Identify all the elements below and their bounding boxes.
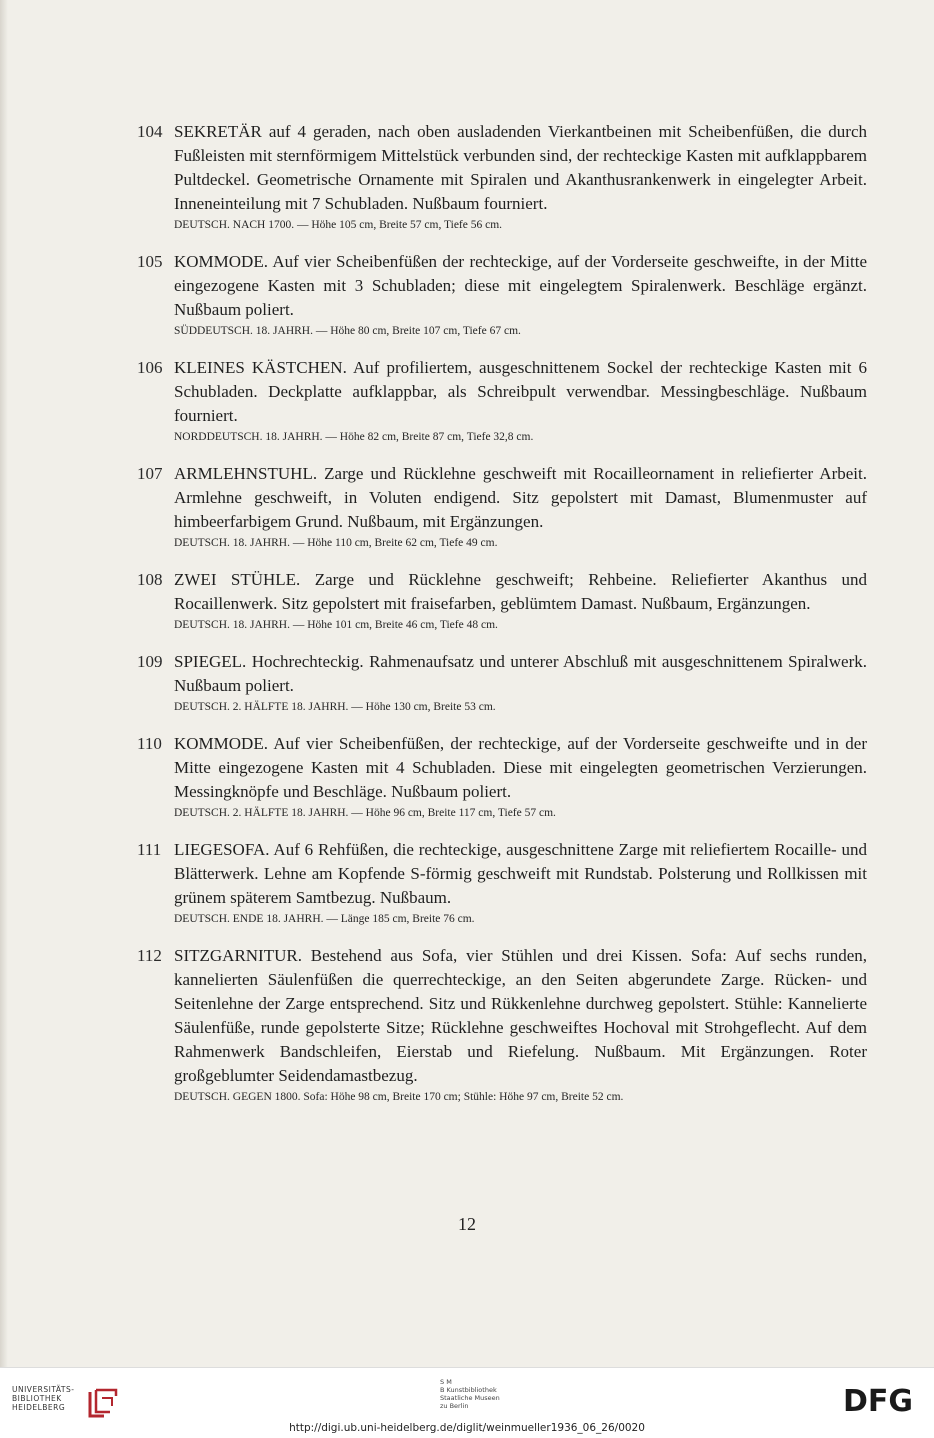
entry-number: 110 [137, 734, 162, 753]
catalog-entry [137, 568, 867, 634]
entry-number: 108 [137, 570, 163, 589]
catalog-entry [137, 650, 867, 716]
entry-description: KOMMODE. Auf vier Scheibenfüßen, der rechteckige, auf der Vorderseite geschweifte und in der Mitte eingezogene Kasten mit 4 Schubladen. Diese mit eingelegten geometrischen Verzierungen. Messingknöpfe und Beschläge. Nußbaum poliert. [174, 734, 867, 801]
entry-provenance: DEUTSCH. GEGEN 1800. Sofa: Höhe 98 cm, Breite 170 cm; Stühle: Höhe 97 cm, Breite 52 cm. [174, 1091, 624, 1103]
source-url-link[interactable]: http://digi.ub.uni-heidelberg.de/diglit/weinmueller1936_06_26/0020 [289, 1422, 645, 1434]
entry-number: 112 [137, 946, 162, 965]
entry-description: ARMLEHNSTUHL. Zarge und Rücklehne geschweift mit Rocailleornament in reliefierter Arbeit. Armlehne geschweift, in Voluten endigend. Sitz gepolstert mit Damast, Blumenmuster auf himbeerfarbigem Grund. Nußbaum, mit Ergänzungen. [174, 464, 867, 531]
entry-number: 104 [137, 122, 163, 141]
digitization-footer [0, 1367, 934, 1438]
entry-provenance: SÜDDEUTSCH. 18. JAHRH. — Höhe 80 cm, Breite 107 cm, Tiefe 67 cm. [174, 325, 521, 337]
entry-number: 111 [137, 840, 162, 859]
svg-text:DFG: DFG [842, 1386, 914, 1416]
entry-number: 109 [137, 652, 163, 671]
catalog-entries [137, 120, 867, 1122]
entry-provenance: DEUTSCH. 18. JAHRH. — Höhe 101 cm, Breite 46 cm, Tiefe 48 cm. [174, 619, 498, 631]
catalog-entry [137, 356, 867, 446]
entry-provenance: NORDDEUTSCH. 18. JAHRH. — Höhe 82 cm, Breite 87 cm, Tiefe 32,8 cm. [174, 431, 534, 443]
catalog-entry [137, 944, 867, 1106]
entry-description: SPIEGEL. Hochrechteckig. Rahmenaufsatz und unterer Abschluß mit ausgeschnittenem Spiralwerk. Nußbaum poliert. [174, 652, 867, 695]
entry-description: KLEINES KÄSTCHEN. Auf profiliertem, ausgeschnittenem Sockel der rechteckige Kasten mit 6 Schubladen. Deckplatte aufklappbar, als Schreibpult verwendbar. Messingbeschläge. Nußbaum fourniert. [174, 358, 867, 425]
entry-provenance: DEUTSCH. 18. JAHRH. — Höhe 110 cm, Breite 62 cm, Tiefe 49 cm. [174, 537, 498, 549]
catalog-entry [137, 462, 867, 552]
library-emblem-icon [84, 1382, 124, 1422]
dfg-logo[interactable] [832, 1386, 924, 1416]
catalog-entry [137, 732, 867, 822]
entry-description: SITZGARNITUR. Bestehend aus Sofa, vier Stühlen und drei Kissen. Sofa: Auf sechs runden, kannelierten Säulenfüßen die querrechteckige, an den Seiten abgerundete Zarge. Rücken- und Seitenlehne der Zarge entsprechend. Sitz und Rükkenlehne durchweg gepolstert. Stühle: Kannelierte Säulenfüße, runde gepolsterte Sitze; Rücklehne geschweiftes Hochoval mit Strohgeflecht. Auf dem Rahmenwerk Bandschleifen, Eierstab und Riefelung. Nußbaum. Mit Ergänzungen. Roter großgeblumter Seidendamastbezug. [174, 946, 867, 1085]
catalog-entry [137, 838, 867, 928]
entry-number: 107 [137, 464, 163, 483]
catalog-entry [137, 250, 867, 340]
entry-provenance: DEUTSCH. ENDE 18. JAHRH. — Länge 185 cm, Breite 76 cm. [174, 913, 475, 925]
entry-description: SEKRETÄR auf 4 geraden, nach oben ausladenden Vierkantbeinen mit Scheibenfüßen, die durch Fußleisten mit sternförmigem Mittelstück verbunden sind, der rechteckige Kasten mit aufklappbarem Pultdeckel. Geometrische Ornamente mit Spiralen und Akanthusrankenwerk in eingelegter Arbeit. Inneneinteilung mit 7 Schubladen. Nußbaum fourniert. [174, 122, 867, 213]
page-number: 12 [458, 1214, 476, 1234]
heidelberg-library-logo[interactable] [12, 1382, 122, 1422]
entry-provenance: DEUTSCH. 2. HÄLFTE 18. JAHRH. — Höhe 130 cm, Breite 53 cm. [174, 701, 496, 713]
entry-number: 106 [137, 358, 163, 377]
entry-provenance: DEUTSCH. NACH 1700. — Höhe 105 cm, Breite 57 cm, Tiefe 56 cm. [174, 219, 503, 231]
entry-description: LIEGESOFA. Auf 6 Rehfüßen, die rechteckige, ausgeschnittene Zarge mit reliefiertem Rocaille- und Blätterwerk. Lehne am Kopfende S-förmig geschweift mit Rundstab. Polsterung und Rollkissen mit grünem späterem Samtbezug. Nußbaum. [174, 840, 867, 907]
library-name: UNIVERSITÄTS- BIBLIOTHEK HEIDELBERG [12, 1385, 75, 1412]
entry-description: KOMMODE. Auf vier Scheibenfüßen der rechteckige, auf der Vorderseite geschweifte, in der Mitte eingezogene Kasten mit 3 Schubladen; diese mit eingelegtem Spiralenwerk. Beschläge ergänzt. Nußbaum poliert. [174, 252, 867, 319]
catalog-entry [137, 120, 867, 234]
smb-kunstbibliothek-credit: S M B Kunstbibliothek Staatliche Museen zu Berlin [440, 1378, 500, 1410]
page-edge-shadow [0, 0, 8, 1367]
entry-number: 105 [137, 252, 163, 271]
entry-provenance: DEUTSCH. 2. HÄLFTE 18. JAHRH. — Höhe 96 cm, Breite 117 cm, Tiefe 57 cm. [174, 807, 556, 819]
entry-description: ZWEI STÜHLE. Zarge und Rücklehne geschweift; Rehbeine. Reliefierter Akanthus und Rocaillenwerk. Sitz gepolstert mit fraisefarben, geblümtem Damast. Nußbaum, Ergänzungen. [174, 570, 867, 613]
